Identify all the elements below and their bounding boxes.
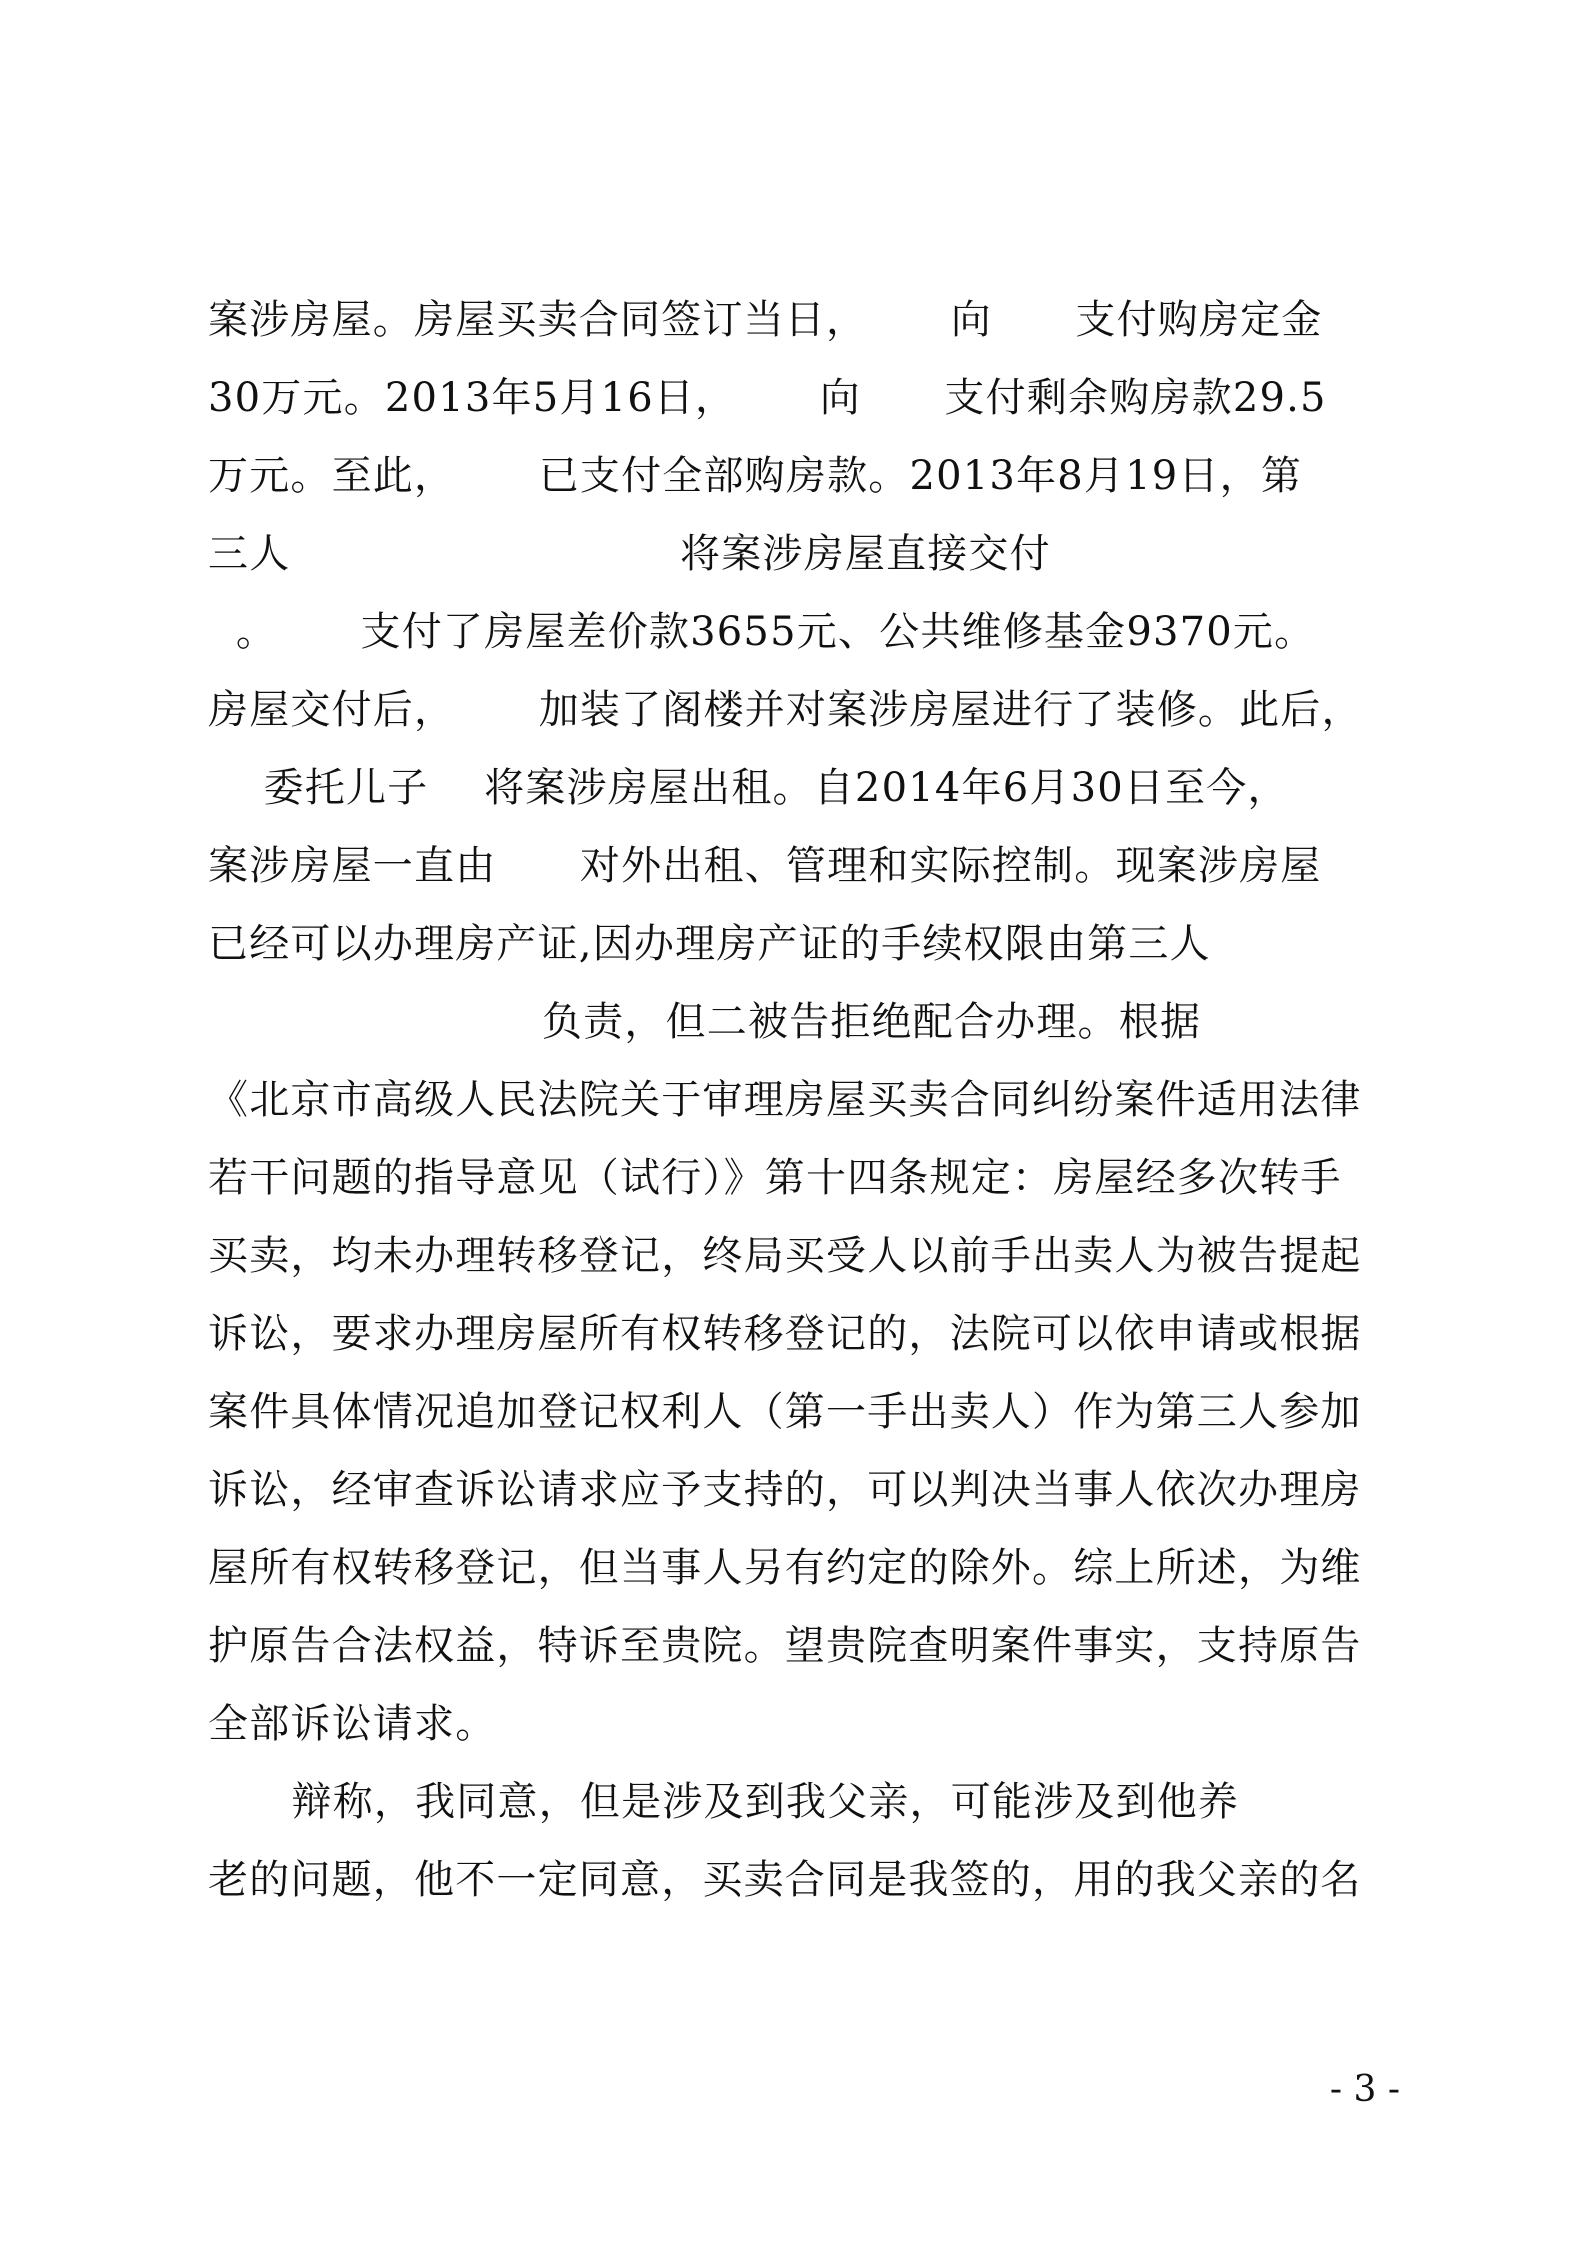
body-line-16: 诉讼，经审查诉讼请求应予支持的，可以判决当事人依次办理房 — [208, 1467, 1362, 1513]
body-line-17: 屋所有权转移登记，但当事人另有约定的除外。综上所述，为维 — [208, 1545, 1362, 1591]
body-line-15: 案件具体情况追加登记权利人（第一手出卖人）作为第三人参加 — [208, 1389, 1362, 1435]
body-line-7: 委托儿子 将案涉房屋出租。自2014年6月30日至今， — [208, 765, 1289, 811]
body-line-9: 已经可以办理房产证,因办理房产证的手续权限由第三人 — [208, 921, 1211, 967]
page-number: - 3 - — [1329, 2069, 1400, 2110]
body-line-19: 全部诉讼请求。 — [208, 1701, 497, 1747]
body-line-5: 。 支付了房屋差价款3655元、公共维修基金9370元。 — [208, 609, 1316, 655]
body-line-8: 案涉房屋一直由 对外出租、管理和实际控制。现案涉房屋 — [208, 843, 1322, 889]
body-line-20: 辩称，我同意，但是涉及到我父亲，可能涉及到他养 — [208, 1779, 1240, 1825]
body-line-2: 30万元。2013年5月16日， 向 支付剩余购房款29.5 — [208, 375, 1327, 421]
body-line-4: 三人 将案涉房屋直接交付 — [208, 531, 1051, 577]
body-line-18: 护原告合法权益，特诉至贵院。望贵院查明案件事实，支持原告 — [208, 1623, 1362, 1669]
body-line-3: 万元。至此， 已支付全部购房款。2013年8月19日，第 — [208, 453, 1303, 499]
body-line-12: 若干问题的指导意见（试行）》第十四条规定：房屋经多次转手 — [208, 1155, 1342, 1201]
body-line-13: 买卖，均未办理转移登记，终局买受人以前手出卖人为被告提起 — [208, 1233, 1362, 1279]
body-line-6: 房屋交付后， 加装了阁楼并对案涉房屋进行了装修。此后， — [208, 687, 1363, 733]
body-line-14: 诉讼，要求办理房屋所有权转移登记的，法院可以依申请或根据 — [208, 1311, 1362, 1357]
body-line-1: 案涉房屋。房屋买卖合同签订当日， 向 支付购房定金 — [208, 297, 1323, 343]
body-line-11: 《北京市高级人民法院关于审理房屋买卖合同纠纷案件适用法律 — [208, 1077, 1362, 1123]
body-line-21: 老的问题，他不一定同意，买卖合同是我签的，用的我父亲的名 — [208, 1857, 1362, 1903]
body-line-10: 负责，但二被告拒绝配合办理。根据 — [208, 999, 1202, 1045]
